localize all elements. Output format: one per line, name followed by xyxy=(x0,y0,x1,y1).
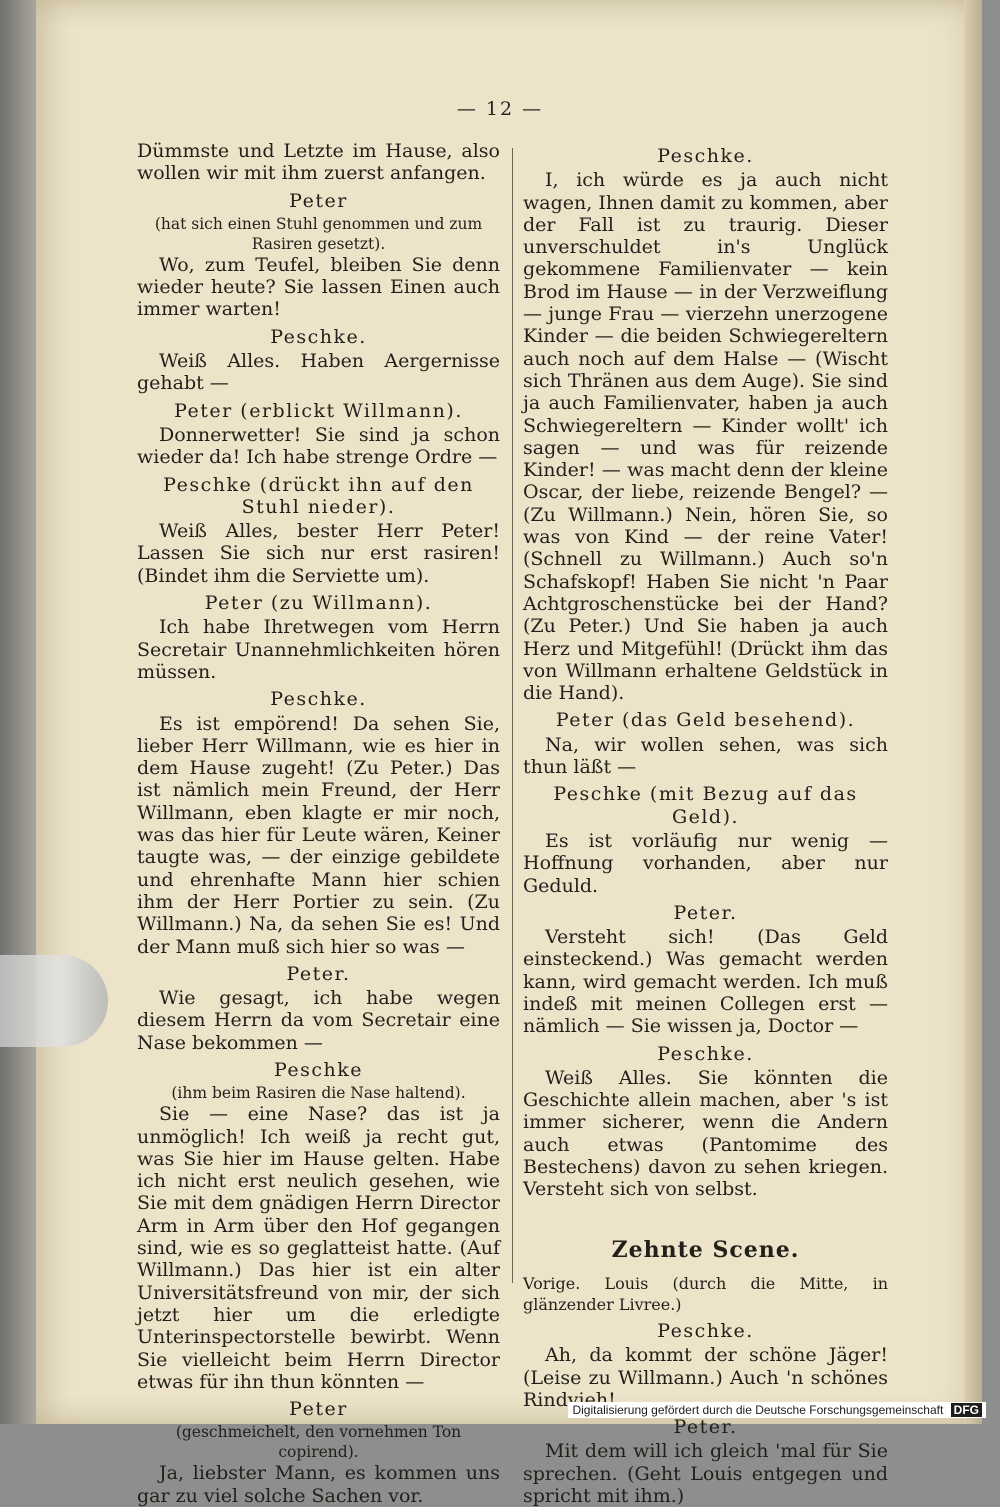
page-edge xyxy=(964,0,982,1424)
speaker-line: Peschke. xyxy=(137,326,500,348)
speaker-line: Peter (zu Willmann). xyxy=(137,592,500,614)
speaker-line: Peschke (drückt ihn auf den Stuhl nieder). xyxy=(137,474,500,519)
speaker-line: Peschke. xyxy=(523,1043,888,1065)
paragraph: Wie gesagt, ich habe wegen diesem Herrn da vom Secretair eine Nase bekommen — xyxy=(137,987,500,1054)
binding-edge xyxy=(0,0,36,1424)
speaker-line: Peschke. xyxy=(523,1320,888,1342)
speaker-line: Peschke (mit Bezug auf das Geld). xyxy=(523,783,888,828)
paragraph: Ah, da kommt der schöne Jäger! (Leise zu Willmann.) Auch 'n schönes Rindvieh! xyxy=(523,1344,888,1411)
speaker-line: Peter (erblickt Willmann). xyxy=(137,400,500,422)
paragraph: Na, wir wollen sehen, was sich thun läßt — xyxy=(523,734,888,779)
digitization-footer xyxy=(568,1402,986,1418)
paragraph: Es ist vorläufig nur wenig — Hoffnung vorhanden, aber nur Geduld. xyxy=(523,830,888,897)
paragraph: Ich habe Ihretwegen vom Herrn Secretair Unannehmlichkeiten hören müssen. xyxy=(137,616,500,683)
speaker-line: Peschke. xyxy=(137,688,500,710)
speaker-line: Peter. xyxy=(523,1416,888,1438)
paragraph: Versteht sich! (Das Geld einsteckend.) Was gemacht werden kann, wird gemacht werden. Ich muß indeß mit meinen Collegen erst — nämlich — Sie wissen ja, Doctor — xyxy=(523,926,888,1037)
right-column xyxy=(523,140,888,1507)
column-divider xyxy=(512,148,513,1283)
paragraph: Weiß Alles. Sie könnten die Geschichte allein machen, aber 's ist immer sicherer, wenn die Andern auch etwas (Pantomime des Bestechens) davon zu sehen kriegen. Versteht sich von selbst. xyxy=(523,1067,888,1201)
dfg-logo: DFG xyxy=(951,1403,982,1417)
paragraph: Ja, liebster Mann, es kommen uns gar zu viel solche Sachen vor. xyxy=(137,1462,500,1507)
paragraph: Wo, zum Teufel, bleiben Sie denn wieder heute? Sie lassen Einen auch immer warten! xyxy=(137,254,500,321)
paragraph: I, ich würde es ja auch nicht wagen, Ihnen damit zu kommen, aber der Fall ist zu traurig. Dieser unverschuldet in's Unglück gekommene Familienvater — kein Brod im Hause — in der Verzweiflung — junge Frau — vierzehn unerzogene Kinder — die beiden Schwiegereltern auch noch auf dem Halse — (Wischt sich Thränen aus dem Auge). Sie sind ja auch Familienvater, haben ja auch Schwiegereltern — Kinder wollt' ich sagen — und was für reizende Kinder! — was macht denn der kleine Oscar, der liebe, reizende Bengel? — (Zu Willmann.) Nein, hören Sie, so was von Kind — der reine Vater! (Schnell zu Willmann.) Auch so'n Schafskopf! Haben Sie nicht 'n Paar Achtgroschenstücke bei der Hand? (Zu Peter.) Und Sie haben ja auch Herz und Mitgefühl! (Drückt ihm das von Willmann erhaltene Geldstück in die Hand). xyxy=(523,169,888,704)
paragraph: Mit dem will ich gleich 'mal für Sie sprechen. (Geht Louis entgegen und spricht xyxy=(523,1440,888,1507)
speaker-line: Peter xyxy=(137,1398,500,1420)
clip-shadow xyxy=(0,955,108,1047)
cast-line: Vorige. Louis (durch die Mitte, in glänzender Livree.) xyxy=(523,1273,888,1315)
stage-direction: (hat sich einen Stuhl genommen und zum Rasiren gesetzt). xyxy=(137,214,500,254)
speaker-line: Peter xyxy=(137,190,500,212)
page-number: — 12 — xyxy=(0,98,1000,120)
speaker-line: Peter. xyxy=(137,963,500,985)
paragraph: Donnerwetter! Sie sind ja schon wieder da! Ich habe strenge Ordre — xyxy=(137,424,500,469)
stage-direction: (ihm beim Rasiren die Nase haltend). xyxy=(137,1083,500,1103)
speaker-line: Peschke. xyxy=(523,145,888,167)
footer-text: Digitalisierung gefördert durch die Deutsche Forschungsgemeinschaft xyxy=(572,1403,943,1417)
speaker-line: Peter. xyxy=(523,902,888,924)
paragraph: Weiß Alles, bester Herr Peter! Lassen Sie sich nur erst rasiren! (Bindet ihm die Serviette um). xyxy=(137,520,500,587)
paragraph: Sie — eine Nase? das ist ja unmöglich! Ich weiß ja recht gut, was Sie hier im Hause gelten. Habe ich nicht erst neulich gesehen, wie Sie mit dem gnädigen Herrn Director Arm in Arm über den Hof gegangen sind, wie es so geglatteist hatte. (Auf Willmann.) Das hier ist ein alter Universitätsfreund von mir, der sich jetzt hier um die erledigte Unterinspectorstelle bewirbt. Wenn Sie vielleicht beim Herrn Director etwas für ihn thun könnten — xyxy=(137,1103,500,1393)
left-column xyxy=(137,140,500,1507)
speaker-line: Peter (das Geld besehend). xyxy=(523,709,888,731)
stage-direction: (geschmeichelt, den vornehmen Ton copirend). xyxy=(137,1422,500,1462)
speaker-line: Peschke xyxy=(137,1059,500,1081)
paragraph: Dümmste und Letzte im Hause, also wollen wir mit ihm zuerst anfangen. xyxy=(137,140,500,185)
paragraph: Weiß Alles. Haben Aergernisse gehabt — xyxy=(137,350,500,395)
scene-heading: Zehnte Scene. xyxy=(523,1239,888,1261)
paragraph: Es ist empörend! Da sehen Sie, lieber Herr Willmann, wie es hier in dem Hause zugeht! (Zu Peter.) Das ist nämlich mein Freund, der Herr Willmann, eben klagte er mir noch, was das hier für Leute wären, Keiner taugte was, — der einzige gebildete und ehrenhafte Mann hier schien ihm der Herr Portier zu sein. (Zu Willmann.) Na, da sehen Sie es! Und der Mann muß sich hier so was — xyxy=(137,713,500,958)
